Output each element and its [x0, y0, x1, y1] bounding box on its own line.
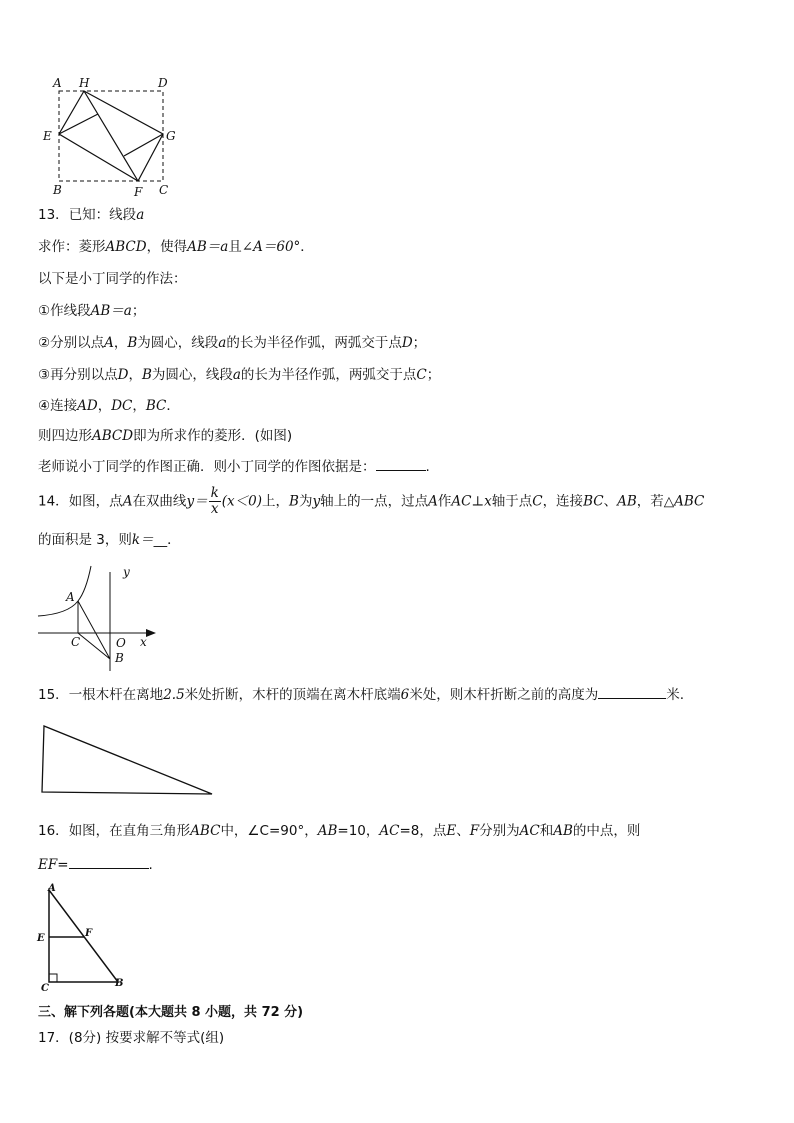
- q16-line2: [38, 856, 153, 874]
- q16-answer-blank[interactable]: [69, 856, 149, 869]
- label-b: B: [115, 978, 124, 989]
- q14-line2-var: k＝: [131, 532, 154, 548]
- q13-question-text: 老师说小丁同学的作图正确．则小丁同学的作图依据是：: [38, 459, 376, 475]
- q13-step3-p3: C: [416, 367, 427, 383]
- q13-conclusion-end: 即为所求作的菱形．(如图): [133, 428, 293, 444]
- q13-step2-var: a: [218, 335, 227, 351]
- label-g: G: [166, 129, 176, 143]
- q13-step3-p2: B: [141, 367, 152, 383]
- square-figure: [40, 74, 180, 199]
- label-f: F: [134, 185, 143, 199]
- q14-line1: [38, 486, 704, 517]
- q14-t9: 、: [603, 493, 618, 510]
- q13-step2-mid: 为圆心，线段: [137, 335, 219, 351]
- q13-conclusion-prefix: 则四边形: [38, 428, 92, 444]
- q16-e: E: [446, 823, 457, 839]
- q13-given: [38, 206, 144, 224]
- q14-frac-den: x: [210, 501, 219, 517]
- q16-t9: =: [57, 857, 69, 873]
- q13-step2-sep: ，: [113, 335, 128, 351]
- q13-question-end: .: [425, 459, 430, 475]
- q14-t5: 轴上的一点，过点: [320, 493, 429, 510]
- q16-t4: =8，点: [399, 823, 447, 839]
- q13-conclusion-shape: ABCD: [92, 428, 134, 444]
- label-b: B: [53, 183, 62, 197]
- q13-task-cond1: AB＝a: [187, 239, 229, 255]
- x-axis-arrow: [146, 629, 156, 637]
- q13-given-var: a: [136, 207, 145, 223]
- label-b: B: [115, 651, 124, 665]
- q16-tri: ABC: [190, 823, 221, 839]
- q13-step1-prefix: ①作线段: [38, 303, 91, 319]
- q16-t1: 如图，在直角三角形: [68, 823, 191, 839]
- q13-step4-end: ．: [166, 398, 180, 414]
- q13-step4: [38, 397, 180, 415]
- q14-t7: 轴于点: [491, 493, 533, 510]
- hyperbola-figure: [38, 566, 168, 676]
- q14-t1: 如图，点: [68, 493, 123, 510]
- q13-conclusion: [38, 427, 292, 445]
- label-f: F: [85, 928, 93, 939]
- q14-t2: 在双曲线: [132, 493, 187, 510]
- q13-step4-sep1: ，: [97, 398, 112, 414]
- q15-t2: 米处折断，木杆的顶端在离木杆底端: [184, 687, 401, 703]
- q16-ab: AB: [317, 823, 338, 839]
- q15-text: [38, 686, 684, 704]
- q14-eq-cond: (x＜0): [221, 493, 263, 510]
- q16-t8: 的中点，则: [572, 823, 641, 839]
- q13-question: [38, 458, 430, 476]
- q13-task-cond2: ∠A＝60°: [241, 239, 301, 255]
- q13-step3-prefix: ③再分别以点: [38, 367, 118, 383]
- q14-pa2: A: [428, 493, 438, 510]
- q16-ab2: AB: [553, 823, 573, 839]
- q13-step2-prefix: ②分别以点: [38, 335, 105, 351]
- label-a: A: [66, 590, 75, 604]
- q13-step1-end: ；: [131, 303, 146, 319]
- q13-step4-s2: DC: [111, 398, 133, 414]
- q13-step1-math: AB＝a: [90, 303, 132, 319]
- q13-task-shape: ABCD: [105, 239, 147, 255]
- q14-t3: 上，: [262, 493, 290, 510]
- q14-line2-end: __．: [153, 532, 181, 548]
- q14-line2: [38, 531, 181, 549]
- q13-step2: [38, 334, 426, 352]
- q14-fraction: [209, 486, 221, 517]
- q13-step3-sep: ，: [128, 367, 142, 383]
- q13-task-and: 且: [228, 239, 242, 255]
- q13-task-mid: ，使得: [146, 239, 188, 255]
- label-h: H: [79, 76, 90, 90]
- q16-ac2: AC: [519, 823, 540, 839]
- q16-number: 16．: [38, 823, 69, 839]
- q13-task-end: ．: [300, 239, 314, 255]
- q14-seg2: AB: [617, 493, 637, 510]
- q16-t7: 和: [539, 823, 554, 839]
- q13-step3: [38, 366, 440, 384]
- q14-eq-lhs: y＝: [186, 493, 208, 510]
- q14-pa: A: [122, 493, 133, 510]
- hyperbola-curve: [38, 566, 91, 616]
- label-c: C: [159, 183, 169, 197]
- q16-t2: 中，∠C=90°，: [220, 823, 318, 839]
- q16-ac: AC: [379, 823, 400, 839]
- q13-number: 13．: [38, 207, 69, 223]
- q13-step2-p2: B: [127, 335, 138, 351]
- q15-t4: 米.: [666, 687, 685, 703]
- label-e: E: [37, 933, 45, 944]
- q13-step4-prefix: ④连接: [38, 398, 78, 414]
- q13-step3-var: a: [232, 367, 241, 383]
- q14-tri: △ABC: [663, 493, 705, 510]
- q15-t3: 米处，则木杆折断之前的高度为: [409, 687, 599, 703]
- q14-pb: B: [289, 493, 299, 510]
- q14-t6: 作: [437, 493, 452, 510]
- q13-step2-p1: A: [104, 335, 114, 351]
- q14-frac-num: k: [210, 485, 219, 501]
- q15-t1: 一根木杆在离地: [68, 687, 164, 703]
- q13-answer-blank[interactable]: [376, 458, 426, 471]
- q16-t3: =10，: [337, 823, 380, 839]
- q14-perp: AC⊥x: [451, 493, 492, 510]
- label-a: A: [53, 76, 62, 90]
- q15-num2: 6: [400, 687, 410, 703]
- q13-task: [38, 238, 314, 256]
- label-d: D: [158, 76, 168, 90]
- q14-t8: ，连接: [542, 493, 584, 510]
- q13-given-text: 已知：线段: [68, 207, 137, 223]
- q13-step2-end: ；: [412, 335, 427, 351]
- label-e: E: [43, 129, 52, 143]
- label-a: A: [48, 883, 56, 894]
- q16-ef: EF: [38, 857, 58, 873]
- q16-t10: .: [148, 857, 153, 873]
- q13-step2-p3: D: [401, 335, 413, 351]
- broken-pole-figure: [40, 724, 220, 799]
- triangle-abc: [49, 890, 118, 982]
- triangle-abc: [78, 601, 110, 659]
- q13-step2-mid2: 的长为半径作弧，两弧交于点: [226, 335, 402, 351]
- q13-step4-s1: AD: [77, 398, 98, 414]
- q13-step3-mid2: 的长为半径作弧，两弧交于点: [240, 367, 417, 383]
- q15-answer-blank[interactable]: [598, 686, 666, 699]
- q14-line2-prefix: 的面积是 3，则: [38, 532, 132, 548]
- q16-f: F: [469, 823, 480, 839]
- q13-step4-s3: BC: [145, 398, 167, 414]
- q14-t10: ，若: [636, 493, 664, 510]
- q14-pc: C: [532, 493, 543, 510]
- q15-num1: 2.5: [163, 687, 185, 703]
- q16-t6: 分别为: [479, 823, 520, 839]
- label-c: C: [71, 635, 81, 649]
- section3-title: 三、解下列各题(本大题共 8 小题，共 72 分): [38, 1005, 304, 1020]
- pole-triangle: [42, 726, 212, 794]
- q13-intro: 以下是小丁同学的作法：: [38, 271, 187, 287]
- diagonal-h-f: [84, 91, 138, 181]
- q14-number: 14．: [38, 493, 69, 510]
- right-angle-mark: [49, 974, 57, 982]
- q13-step4-sep2: ，: [132, 398, 146, 414]
- q13-step1: [38, 302, 145, 320]
- q13-step3-p1: D: [117, 367, 129, 383]
- q13-step3-end: ；: [426, 367, 441, 383]
- label-c: C: [41, 983, 49, 994]
- q16-line1: [38, 822, 640, 840]
- q17-text: 17．(8分) 按要求解不等式(组): [38, 1030, 225, 1046]
- right-triangle-figure: [36, 884, 146, 994]
- q14-seg1: BC: [583, 493, 604, 510]
- q14-axis-y: y: [312, 493, 321, 510]
- q14-t4: 为: [298, 493, 313, 510]
- q13-step3-mid: 为圆心，线段: [151, 367, 233, 383]
- label-x: x: [140, 635, 147, 649]
- q13-task-prefix: 求作：菱形: [38, 239, 106, 255]
- q15-number: 15．: [38, 687, 69, 703]
- label-y: y: [123, 565, 130, 579]
- q16-t5: 、: [456, 823, 470, 839]
- label-o: O: [116, 636, 126, 650]
